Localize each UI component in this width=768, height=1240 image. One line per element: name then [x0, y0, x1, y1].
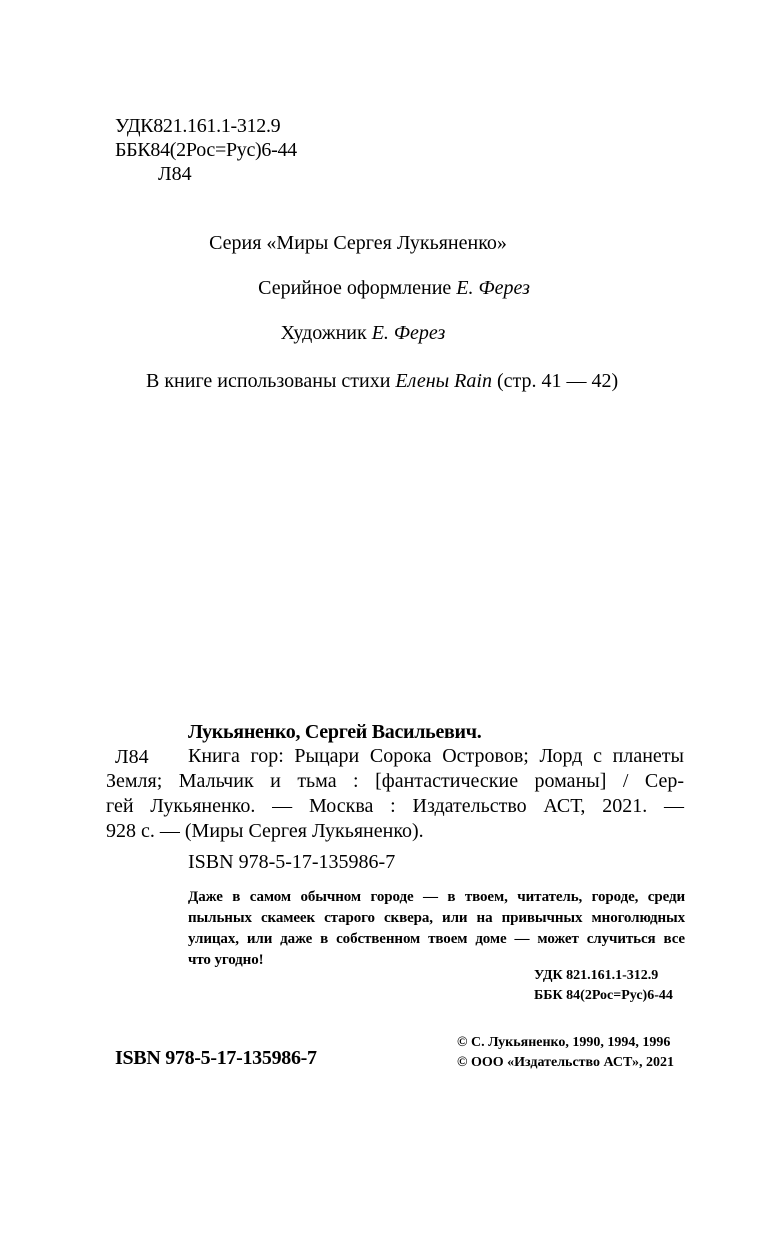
poems-suffix: (стр. 41 — 42)	[491, 370, 619, 392]
bottom-udk-code: УДК 821.161.1-312.9	[534, 968, 659, 983]
annotation-line: улицах, или даже в собственном твоем доме — может случиться все	[188, 931, 685, 947]
biblio-isbn: ISBN 978-5-17-135986-7	[188, 851, 396, 873]
biblio-line: Книга гор: Рыцари Сорока Островов; Лорд с планеты	[188, 745, 684, 767]
design-name: Е. Ферез	[456, 277, 530, 299]
series-line: Серия «Миры Сергея Лукьяненко»	[209, 232, 507, 254]
biblio-sign: Л84	[115, 746, 149, 768]
copyright-publisher: © ООО «Издательство АСТ», 2021	[457, 1055, 675, 1070]
annotation-line: пыльных скамеек старого сквера, или на привычных многолюдных	[188, 910, 685, 926]
annotation-line: что угодно!	[188, 952, 264, 968]
poems-prefix: В книге использованы стихи	[146, 370, 396, 392]
author-sign: Л84	[158, 163, 192, 185]
bbk-code: ББК84(2Рос=Рус)6-44	[115, 139, 297, 161]
annotation	[188, 887, 685, 971]
poems-author: Елены Rain	[395, 370, 492, 392]
bottom-bbk-code: ББК 84(2Рос=Рус)6-44	[534, 988, 673, 1003]
copyright-author: © С. Лукьяненко, 1990, 1994, 1996	[457, 1035, 671, 1050]
artist-prefix: Художник	[280, 322, 372, 344]
biblio-line: гей Лукьяненко. — Москва : Издательство АСТ, 2021. —	[106, 795, 684, 817]
annotation-line: Даже в самом обычном городе — в твоем, читатель, городе, среди	[188, 889, 685, 905]
poems-credit	[146, 369, 618, 393]
footer-isbn: ISBN 978-5-17-135986-7	[115, 1047, 317, 1069]
design-prefix: Серийное оформление	[258, 277, 457, 299]
biblio-line: Земля; Мальчик и тьма : [фантастические романы] / Сер-	[106, 770, 684, 792]
biblio-author-heading: Лукьяненко, Сергей Васильевич.	[188, 721, 482, 743]
design-credit	[10, 276, 768, 300]
biblio-line: 928 с. — (Миры Сергея Лукьяненко).	[106, 820, 424, 842]
artist-credit	[0, 321, 747, 345]
udk-code: УДК821.161.1-312.9	[115, 115, 281, 137]
artist-name: Е. Ферез	[371, 322, 446, 344]
